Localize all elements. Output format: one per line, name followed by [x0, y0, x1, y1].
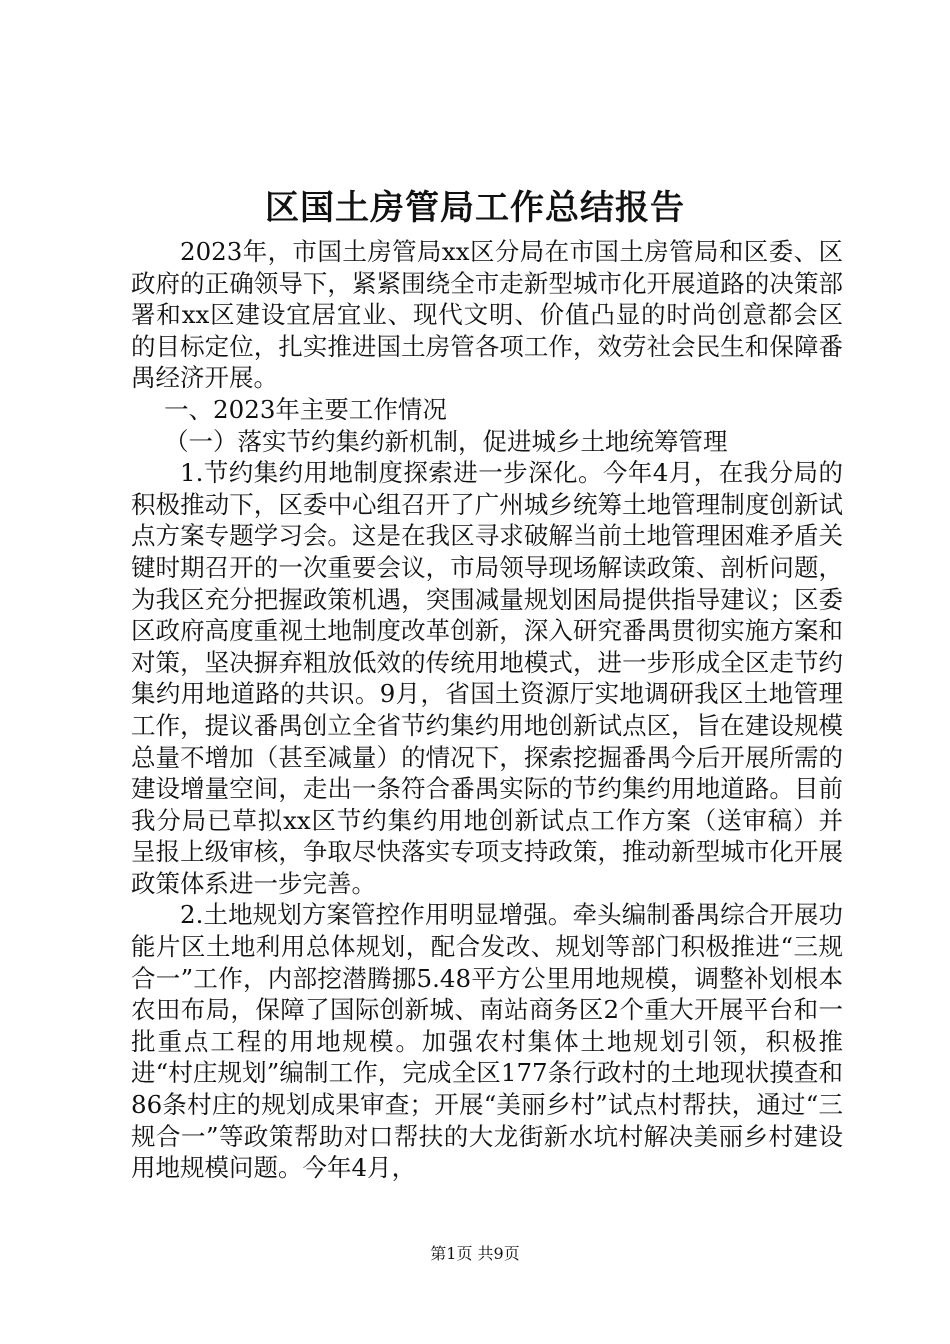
- intro-paragraph: 2023年，市国土房管局xx区分局在市国土房管局和区委、区政府的正确领导下，紧紧围绕全市走新型城市化开展道路的决策部署和xx区建设宜居宜业、现代文明、价值凸显的时尚创意都会区的目标定位，扎实推进国土房管各项工作，效劳社会民生和保障番禺经济开展。: [131, 237, 843, 393]
- document-body: [131, 236, 843, 1184]
- body-paragraph: 1.节约集约用地制度探索进一步深化。今年4月，在我分局的积极推动下，区委中心组召开了广州城乡统筹土地管理制度创新试点方案专题学习会。这是在我区寻求破解当前土地管理困难矛盾关键时期召开的一次重要会议，市局领导现场解读政策、剖析问题，为我区充分把握政策机遇，突围减量规划困局提供指导建议；区委区政府高度重视土地制度改革创新，深入研究番禺贯彻实施方案和对策，坚决摒弃粗放低效的传统用地模式，进一步形成全区走节约集约用地道路的共识。9月，省国土资源厅实地调研我区土地管理工作，提议番禺创立全省节约集约用地创新试点区，旨在建设规模总量不增加（甚至减量）的情况下，探索挖掘番禺今后开展所需的建设增量空间，走出一条符合番禺实际的节约集约用地道路。目前我分局已草拟xx区节约集约用地创新试点工作方案（送审稿）并呈报上级审核，争取尽快落实专项支持政策，推动新型城市化开展政策体系进一步完善。: [131, 458, 843, 898]
- page-footer: 第1页 共9页: [430, 1244, 520, 1263]
- subsection-heading: （一）落实节约集约新机制，促进城乡土地统筹管理: [164, 426, 728, 456]
- document-title: 区国土房管局工作总结报告: [265, 188, 685, 228]
- body-paragraph: 2.土地规划方案管控作用明显增强。牵头编制番禺综合开展功能片区土地利用总体规划，配合发改、规划等部门积极推进“三规合一”工作，内部挖潜腾挪5.48平方公里用地规模，调整补划根本农田布局，保障了国际创新城、南站商务区2个重大开展平台和一批重点工程的用地规模。加强农村集体土地规划引领，积极推进“村庄规划”编制工作，完成全区177条行政村的土地现状摸查和86条村庄的规划成果审查；开展“美丽乡村”试点村帮扶，通过“三规合一”等政策帮助对口帮扶的大龙街新水坑村解决美丽乡村建设用地规模问题。今年4月，: [131, 900, 843, 1183]
- section-heading: 一、2023年主要工作情况: [164, 394, 447, 424]
